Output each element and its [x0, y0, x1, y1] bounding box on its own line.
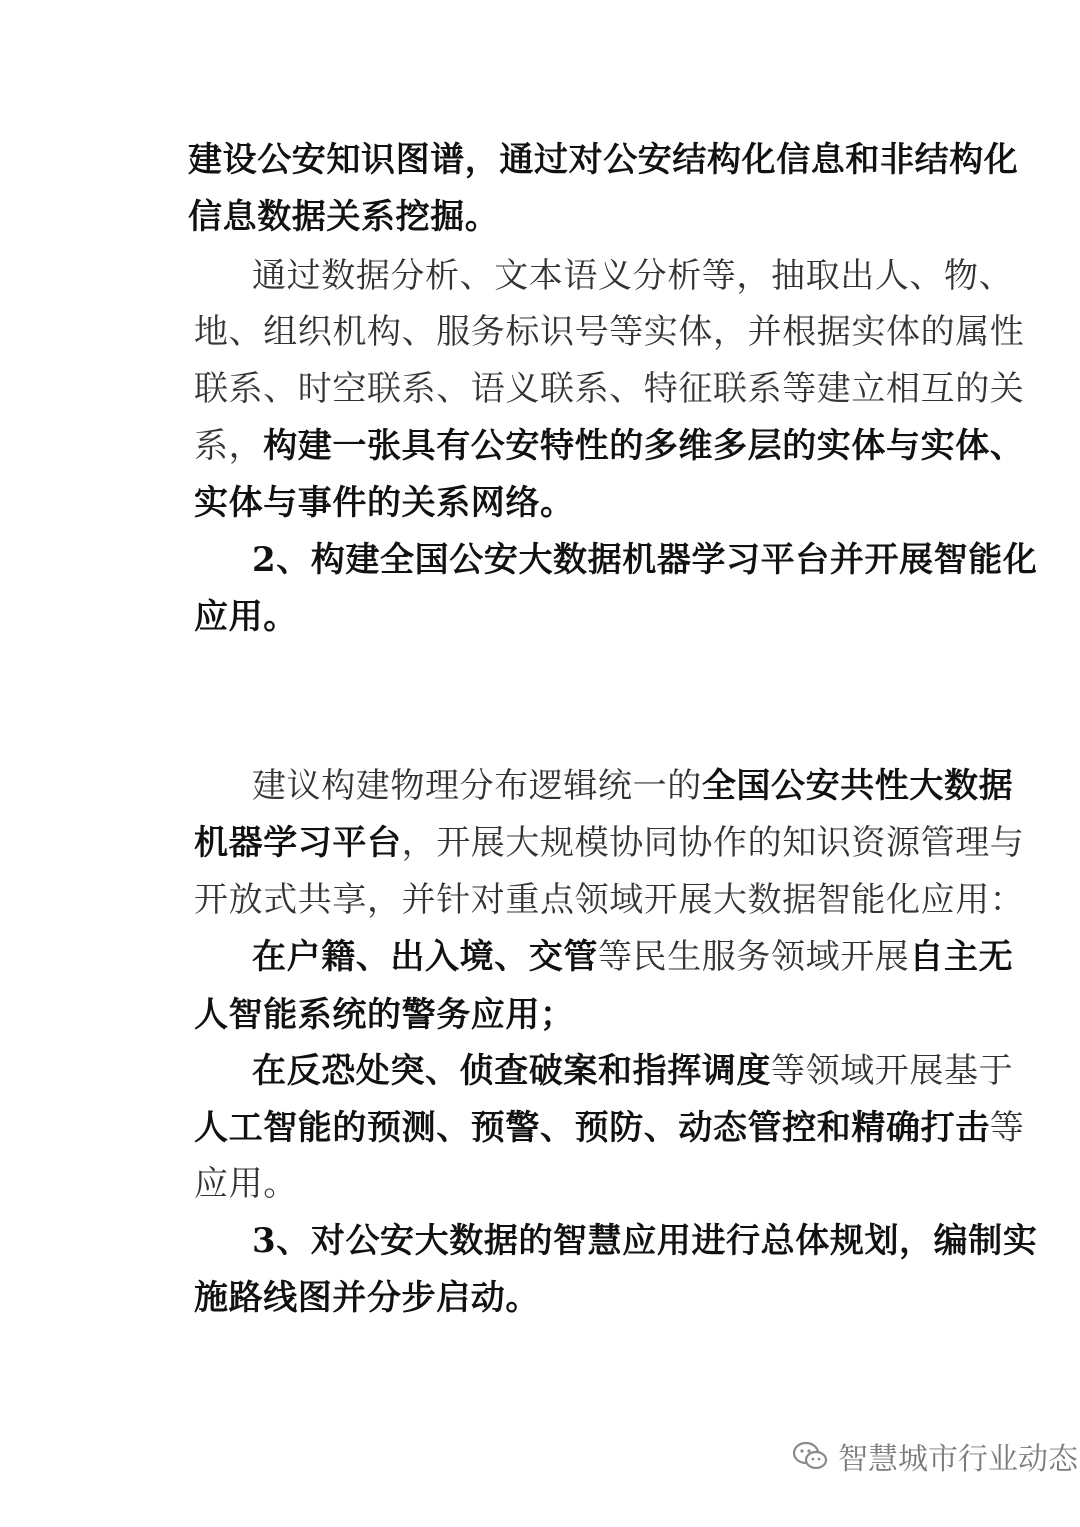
body-text: 系， [194, 426, 264, 466]
bold-text: 应用。 [194, 597, 298, 637]
bold-text: 全国公安共性大数据 [701, 766, 1014, 806]
text-line [194, 369, 1024, 409]
wechat-icon [790, 1436, 830, 1476]
text-line [194, 312, 1024, 352]
text-line [194, 995, 575, 1035]
bold-text: 机器学习平台 [194, 823, 402, 863]
bold-text: 实体与事件的关系网络。 [194, 483, 575, 523]
text-line [194, 597, 298, 637]
bold-text: 在户籍、出入境、交管 [252, 937, 598, 977]
bold-text: 构建一张具有公安特性的多维多层的实体与实体、 [263, 426, 1025, 466]
text-line [194, 483, 575, 523]
body-text: 等 [989, 1108, 1025, 1148]
text-line [252, 540, 1037, 580]
text-line [252, 1051, 1013, 1091]
text-line [188, 140, 1018, 180]
body-text: 应用。 [194, 1164, 298, 1204]
text-line [194, 1164, 298, 1204]
text-line [194, 1278, 540, 1318]
watermark [790, 1434, 1078, 1478]
bold-text: 信息数据关系挖掘。 [188, 197, 500, 237]
body-text: 地、组织机构、服务标识号等实体，并根据实体的属性 [194, 312, 1025, 352]
watermark-text: 智慧城市行业动态 [838, 1442, 1078, 1477]
body-text: 联系、时空联系、语义联系、特征联系等建立相互的关 [194, 369, 1025, 409]
bold-text: 3、对公安大数据的智慧应用进行总体规划，编制实 [252, 1221, 1038, 1261]
text-line [194, 1108, 1024, 1148]
body-text: 等民生服务领域开展 [598, 937, 910, 977]
bold-text: 人工智能的预测、预警、预防、动态管控和精确打击 [194, 1108, 990, 1148]
text-line [252, 766, 1013, 806]
body-text: ，开展大规模协同协作的知识资源管理与 [401, 823, 1025, 863]
text-line [194, 880, 1024, 920]
bold-text: 人智能系统的警务应用； [194, 995, 575, 1035]
body-text: 通过数据分析、文本语义分析等，抽取出人、物、 [252, 256, 1014, 296]
bold-text: 在反恐处突、侦查破案和指挥调度 [252, 1051, 771, 1091]
text-line [194, 426, 1024, 466]
body-text: 等领域开展基于 [771, 1051, 1014, 1091]
text-line [188, 197, 499, 237]
bold-text: 施路线图并分步启动。 [194, 1278, 540, 1318]
text-line [252, 1221, 1037, 1261]
body-text: 开放式共享，并针对重点领域开展大数据智能化应用： [194, 880, 1025, 920]
bold-text: 建设公安知识图谱，通过对公安结构化信息和非结构化 [188, 140, 1019, 180]
body-text: 建议构建物理分布逻辑统一的 [252, 766, 702, 806]
text-line [252, 256, 1013, 296]
bold-text: 自主无 [909, 937, 1014, 977]
text-line [194, 823, 1024, 863]
text-line [252, 937, 1013, 977]
bold-text: 2、构建全国公安大数据机器学习平台并开展智能化 [252, 540, 1038, 580]
